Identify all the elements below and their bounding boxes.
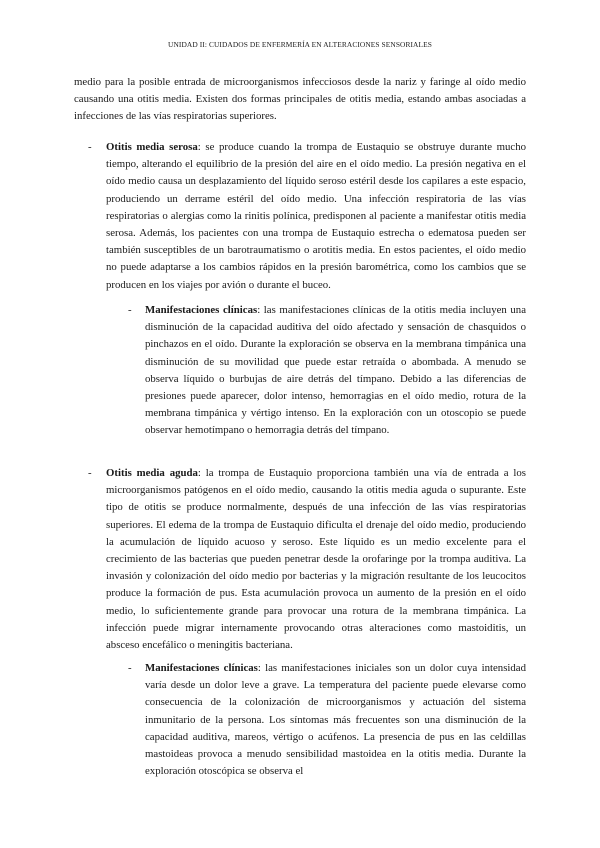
- term-otitis-aguda: Otitis media aguda: [106, 467, 198, 479]
- sub-bullet-manifestaciones-aguda: [145, 660, 526, 780]
- bullet-otitis-aguda: [106, 465, 526, 654]
- term-manifestaciones-aguda: Manifestaciones clínicas: [145, 662, 258, 674]
- text-otitis-serosa: : se produce cuando la trompa de Eustaquio se obstruye durante mucho tiempo, alterando el equilibrio de la presión del aire en el oído medio. La presión negativa en el oído medio causa un desplazamiento del líquido seroso estéril desde los capilares a este espacio, produciendo un derrame estéril del oído medio. Una infección respiratoria de las vías respiratorias o alergias como la rinitis polínica, predisponen al paciente a manifestar otitis media serosa. Además, los pacientes con una trompa de Eustaquio estrecha o edematosa pueden ser también susceptibles de un barotraumatismo o arotitis media. En estos pacientes, el oído medio no puede adaptarse a los cambios rápidos en la presión barométrica, como los cambios que se producen en los viajes por avión o durante el buceo.: [106, 141, 527, 291]
- page-header: UNIDAD II: CUIDADOS DE ENFERMERÍA EN ALTERACIONES SENSORIALES: [168, 40, 432, 49]
- sub-bullet-manifestaciones-serosa: [145, 302, 526, 440]
- bullet-dash: -: [128, 662, 132, 674]
- bullet-dash: -: [88, 141, 92, 153]
- term-otitis-serosa: Otitis media serosa: [106, 141, 198, 153]
- text-otitis-aguda: : la trompa de Eustaquio proporciona también una vía de entrada a los microorganismos patógenos en el oído medio, causando la otitis media aguda o supurante. Este tipo de otitis se produce normalmente, después de una infección de las vías respiratorias superiores. El edema de la trompa de Eustaquio dificulta el drenaje del oído medio, produciendo la acumulación de líquido acuoso y seroso. Este líquido es un medio excelente para el crecimiento de las bacterias que pueden penetrar desde la orofaringe por la trompa auditiva. La invasión y colonización del oído medio por bacterias y la migración resultante de los leucocitos produce la formación de pus. Esta acumulación provoca un aumento de la presión en el oído medio, lo suficientemente grande para provocar una rotura de la membrana timpánica. La infección puede migrar internamente provocando otras alteraciones como mastoiditis, un absceso encefálico o meningitis bacteriana.: [106, 467, 526, 652]
- text-manifestaciones-serosa: : las manifestaciones clínicas de la otitis media incluyen una disminución de la capacidad auditiva del oído afectado y sensación de chasquidos o pinchazos en el oído. Durante la exploración se observa en la membrana timpánica una disminución de su movilidad que puede estar retraída o abombada. A menudo se observa líquido o burbujas de aire detrás del tímpano. Debido a las diferencias de presiones puede aparecer, dolor intenso, hemorragias en el oído medio, rotura de la membrana timpánica y vértigo intenso. En la exploración con un otoscopio se puede observar hemotímpano o hemorragia detrás del tímpano.: [145, 304, 526, 437]
- text-manifestaciones-aguda: : las manifestaciones iniciales son un dolor cuya intensidad varía desde un dolor leve a grave. La temperatura del paciente puede elevarse como consecuencia de la colonización de microorganismos y actuación del sistema inmunitario de la persona. Los síntomas más frecuentes son una disminución de la capacidad auditiva, mareos, vértigo o acúfenos. La presencia de pus en las celdillas mastoideas provoca a menudo sensibilidad mastoidea en la otitis media. Durante la exploración otoscópica se observa el: [145, 662, 526, 778]
- intro-paragraph: medio para la posible entrada de microorganismos infecciosos desde la nariz y faringe al oído medio causando una otitis media. Existen dos formas principales de otitis media, estando ambas asociadas a infecciones de las vías respiratorias superiores.: [74, 76, 526, 123]
- bullet-otitis-serosa: [106, 139, 526, 294]
- bullet-dash: -: [88, 467, 92, 479]
- bullet-dash: -: [128, 304, 132, 316]
- term-manifestaciones-serosa: Manifestaciones clínicas: [145, 304, 258, 316]
